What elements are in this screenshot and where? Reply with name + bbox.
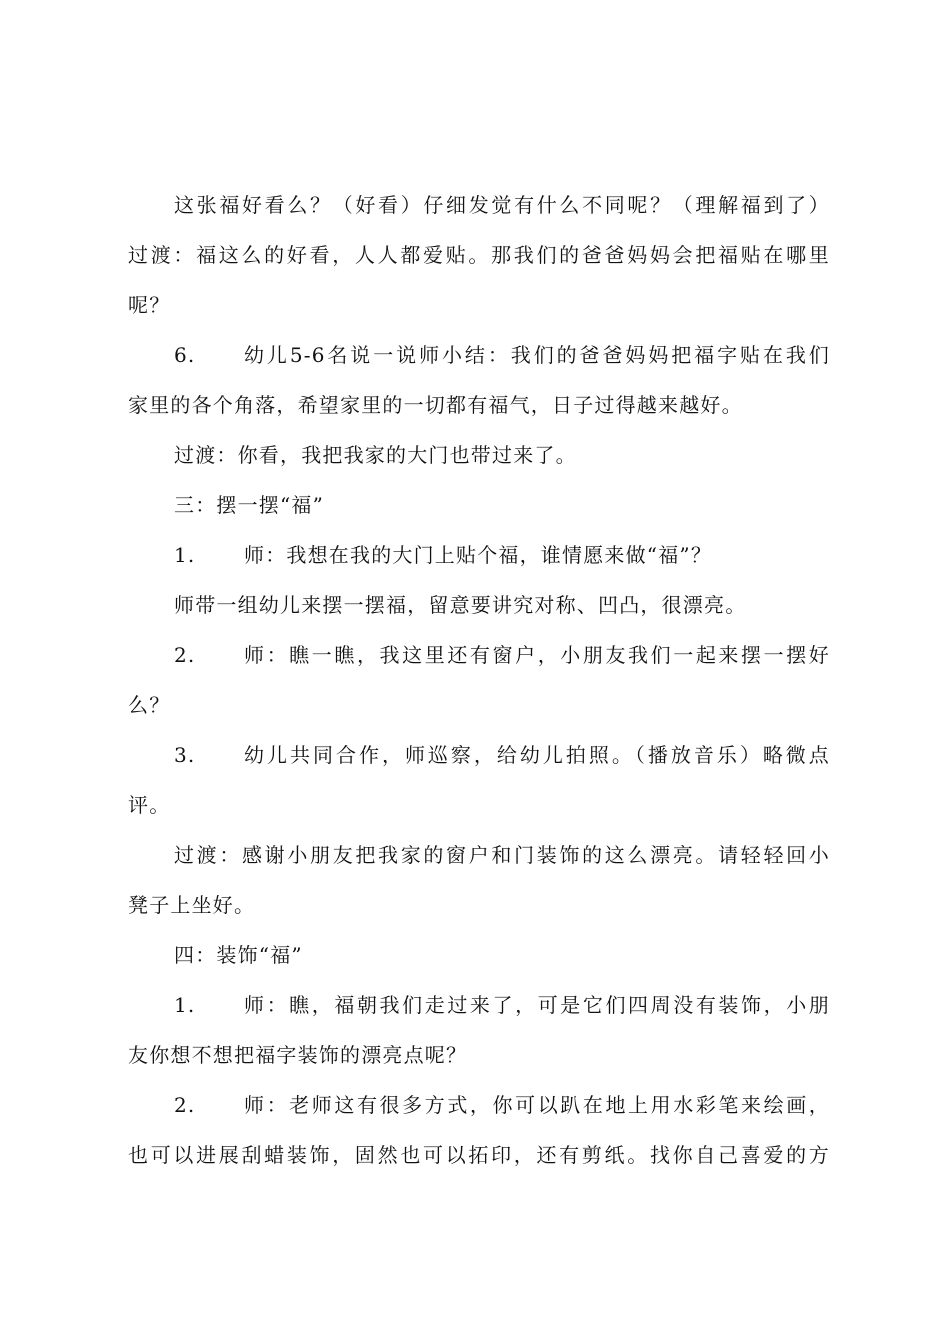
numbered-item — [0, 740, 950, 770]
item-text: 师：我想在我的大门上贴个福，谁情愿来做“福”？ — [244, 543, 713, 567]
item-text: 师：老师这有很多方式，你可以趴在地上用水彩笔来绘画， — [244, 1093, 830, 1117]
item-number: 3. — [174, 743, 196, 767]
line-text: 呢？ — [128, 293, 171, 317]
section-heading-text: 三：摆一摆“福” — [174, 493, 325, 517]
numbered-item — [0, 540, 950, 570]
item-number: 2. — [174, 1093, 196, 1117]
item-number: 1. — [174, 993, 196, 1017]
line-text: 这张福好看么？（好看）仔细发觉有什么不同呢？（理解福到了） — [174, 193, 830, 217]
numbered-item — [0, 640, 950, 670]
item-text: 幼儿共同合作，师巡察，给幼儿拍照。（播放音乐）略微点 — [244, 743, 830, 767]
line-text: 么？ — [128, 693, 171, 717]
line-text: 师带一组幼儿来摆一摆福，留意要讲究对称、凹凸，很漂亮。 — [174, 593, 747, 617]
numbered-item — [0, 340, 950, 370]
paragraph-line — [0, 390, 950, 420]
paragraph-line — [0, 440, 950, 470]
line-text: 评。 — [128, 793, 171, 817]
paragraph-line — [0, 590, 950, 620]
item-text: 师：瞧一瞧，我这里还有窗户，小朋友我们一起来摆一摆好 — [244, 643, 830, 667]
paragraph-line — [0, 840, 950, 870]
item-number: 2. — [174, 643, 196, 667]
line-text: 过渡：感谢小朋友把我家的窗户和门装饰的这么漂亮。请轻轻回小 — [174, 843, 830, 867]
numbered-item — [0, 1090, 950, 1120]
line-text: 友你想不想把福字装饰的漂亮点呢？ — [128, 1043, 468, 1067]
paragraph-line — [0, 890, 950, 920]
line-text: 过渡：你看，我把我家的大门也带过来了。 — [174, 443, 577, 467]
line-text: 也可以进展刮蜡装饰，固然也可以拓印，还有剪纸。找你自己喜爱的方 — [128, 1143, 830, 1167]
numbered-item — [0, 990, 950, 1020]
paragraph-line — [0, 190, 950, 220]
paragraph-line — [0, 690, 950, 720]
paragraph-line — [0, 290, 950, 320]
item-text: 幼儿5-6名说一说师小结：我们的爸爸妈妈把福字贴在我们 — [244, 343, 830, 367]
item-text: 师：瞧，福朝我们走过来了，可是它们四周没有装饰，小朋 — [244, 993, 830, 1017]
section-heading — [0, 940, 950, 970]
paragraph-line — [0, 1140, 950, 1170]
line-text: 家里的各个角落，希望家里的一切都有福气，日子过得越来越好。 — [128, 393, 743, 417]
item-number: 6. — [174, 343, 196, 367]
section-heading — [0, 490, 950, 520]
item-number: 1. — [174, 543, 196, 567]
section-heading-text: 四：装饰“福” — [174, 943, 303, 967]
line-text: 过渡：福这么的好看，人人都爱贴。那我们的爸爸妈妈会把福贴在哪里 — [128, 243, 830, 267]
paragraph-line — [0, 790, 950, 820]
paragraph-line — [0, 1040, 950, 1070]
paragraph-line — [0, 240, 950, 270]
line-text: 凳子上坐好。 — [128, 893, 256, 917]
